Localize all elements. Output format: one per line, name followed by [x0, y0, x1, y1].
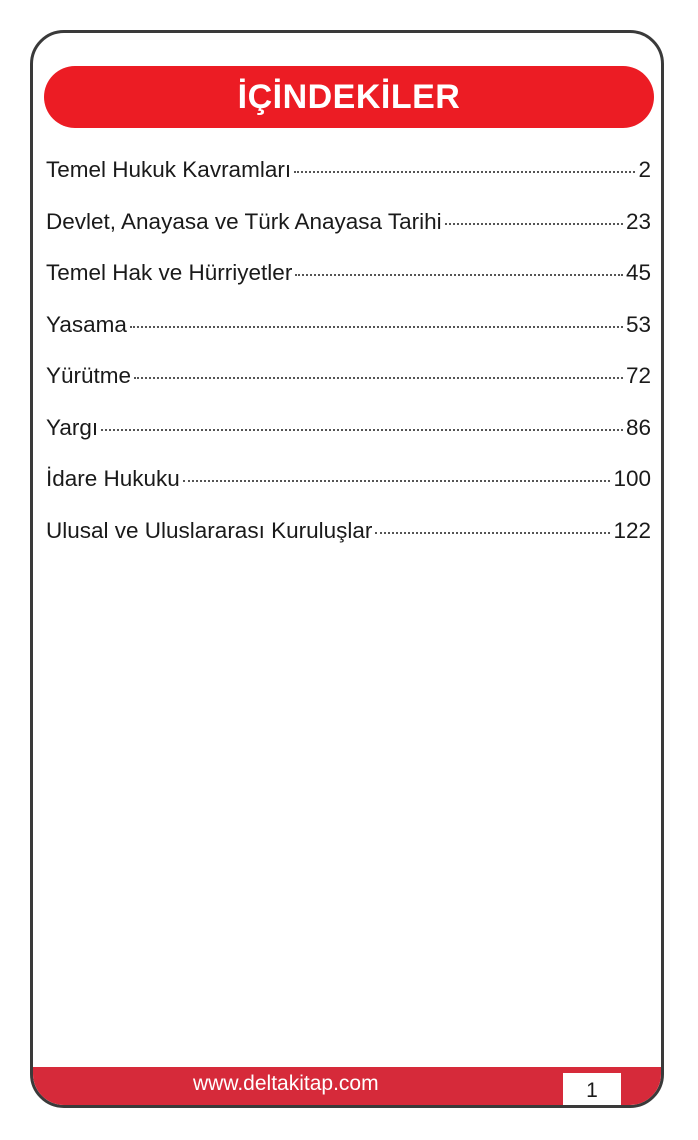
website-url[interactable]: www.deltakitap.com: [193, 1072, 379, 1095]
table-of-contents: [46, 157, 651, 569]
toc-entry-title: Yasama: [46, 311, 127, 337]
toc-entry-page: 122: [613, 517, 651, 543]
toc-entry-title: Yürütme: [46, 363, 132, 388]
page-number: 1: [563, 1073, 621, 1105]
dot-leader: [130, 326, 623, 328]
toc-entry[interactable]: [46, 415, 651, 467]
dot-leader: [183, 480, 611, 482]
page-card: [30, 30, 664, 1108]
toc-entry-page: 2: [638, 157, 651, 182]
toc-entry-page: 23: [625, 208, 651, 234]
toc-entry-title: İdare Hukuku: [46, 466, 180, 491]
footer-bar: [33, 1067, 661, 1105]
toc-entry-page: 72: [625, 363, 651, 388]
toc-entry-page: 100: [613, 466, 651, 491]
page-title: İÇİNDEKİLER: [237, 77, 461, 116]
toc-entry-title: Devlet, Anayasa ve Türk Anayasa Tarihi: [46, 208, 442, 234]
dot-leader: [134, 377, 623, 379]
dot-leader: [445, 223, 623, 225]
dot-leader: [101, 429, 623, 431]
toc-entry[interactable]: [46, 209, 651, 261]
toc-entry[interactable]: [46, 312, 651, 364]
toc-entry-page: 45: [625, 260, 651, 285]
toc-entry-page: 53: [625, 311, 651, 337]
toc-entry-title: Ulusal ve Uluslararası Kuruluşlar: [46, 517, 373, 543]
dot-leader: [294, 171, 635, 173]
toc-entry[interactable]: [46, 363, 651, 415]
title-banner: [44, 66, 654, 128]
toc-entry-title: Yargı: [46, 414, 99, 440]
toc-entry[interactable]: [46, 157, 651, 209]
toc-entry-title: Temel Hukuk Kavramları: [46, 157, 292, 182]
toc-entry[interactable]: [46, 466, 651, 518]
toc-entry[interactable]: [46, 518, 651, 570]
dot-leader: [375, 532, 610, 534]
toc-entry-title: Temel Hak ve Hürriyetler: [46, 260, 293, 285]
toc-entry[interactable]: [46, 260, 651, 312]
toc-entry-page: 86: [625, 414, 651, 440]
dot-leader: [295, 274, 623, 276]
